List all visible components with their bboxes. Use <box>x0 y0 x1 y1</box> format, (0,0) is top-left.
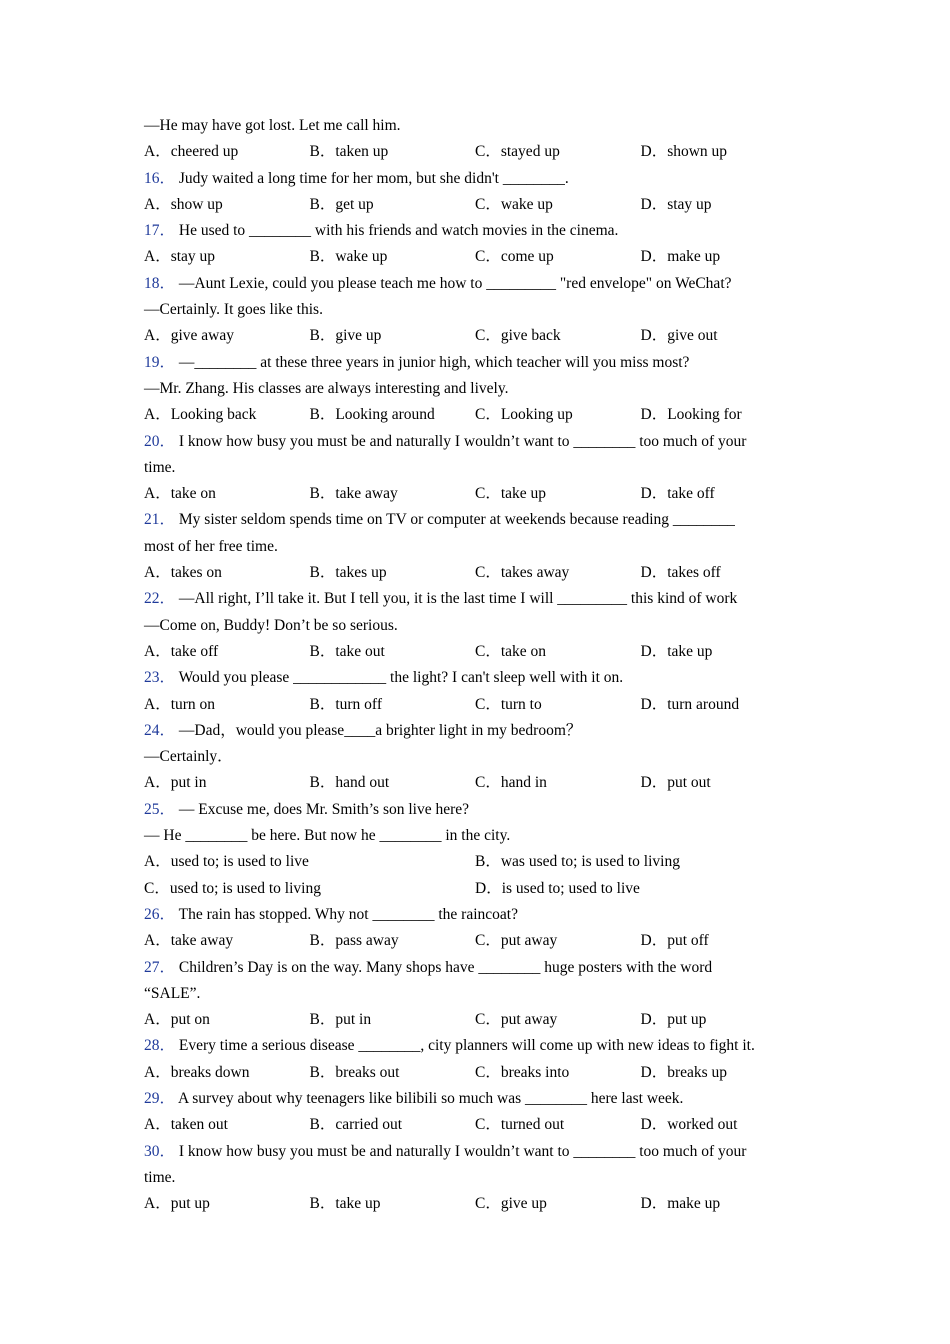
question-line <box>144 1086 806 1112</box>
question-line <box>144 718 806 744</box>
option <box>641 692 807 718</box>
options-row <box>144 560 806 586</box>
options-row <box>144 1191 806 1217</box>
option <box>310 1060 476 1086</box>
text-line: —Certainly. It goes like this. <box>144 301 323 319</box>
options-row <box>144 770 806 796</box>
text-line: “SALE”. <box>144 984 201 1002</box>
option-letter: A． <box>144 642 171 660</box>
option-text: put in <box>335 1011 372 1029</box>
question-line <box>144 350 806 376</box>
option <box>641 770 807 796</box>
option <box>310 244 476 270</box>
option-text: hand in <box>500 774 547 792</box>
option-text: come up <box>500 248 554 266</box>
option <box>475 481 641 507</box>
option-letter: B． <box>309 1116 336 1134</box>
option-text: turn to <box>500 695 542 713</box>
options-row <box>144 244 806 270</box>
option-text: give up <box>335 327 382 345</box>
option-letter: D． <box>640 327 668 345</box>
option <box>641 639 807 665</box>
option-text: put up <box>667 1011 707 1029</box>
question-number: 23． <box>144 669 176 687</box>
question-number: 25． <box>144 800 176 818</box>
option-letter: D． <box>640 248 668 266</box>
option <box>310 770 476 796</box>
option-text: used to; is used to live <box>170 853 309 871</box>
option-text: taken up <box>335 143 389 161</box>
question-number: 19． <box>144 353 176 371</box>
option <box>310 323 476 349</box>
question-text: I know how busy you must be and naturally I wouldn’t want to ________ too much of your <box>178 432 747 450</box>
option-letter: A． <box>144 932 171 950</box>
option-letter: C． <box>475 195 501 213</box>
question-line <box>144 166 806 192</box>
option <box>641 1007 807 1033</box>
options-row <box>144 1007 806 1033</box>
question-line <box>144 271 806 297</box>
question-text: —All right, I’ll take it. But I tell you, it is the last time I will _________ this kind of work <box>178 590 738 608</box>
options-row <box>144 402 806 428</box>
option <box>475 1007 641 1033</box>
option-text: take on <box>500 642 547 660</box>
options-row <box>144 928 806 954</box>
option-text: put away <box>500 932 558 950</box>
text-line: — He ________ be here. But now he ________ in the city. <box>144 827 511 845</box>
option-text: put off <box>667 932 709 950</box>
question-number: 20． <box>144 432 176 450</box>
option-letter: B． <box>309 327 336 345</box>
option <box>475 1060 641 1086</box>
option <box>144 928 310 954</box>
question-number: 18． <box>144 274 176 292</box>
option-text: carried out <box>335 1116 403 1134</box>
option-text: give away <box>170 327 234 345</box>
option-letter: D． <box>640 695 668 713</box>
option-text: was used to; is used to living <box>500 853 680 871</box>
option-text: takes up <box>335 564 387 582</box>
option-text: take away <box>170 932 234 950</box>
option-letter: B． <box>309 932 336 950</box>
option <box>310 692 476 718</box>
option-text: used to; is used to living <box>169 879 321 897</box>
option-letter: A． <box>144 774 171 792</box>
option-text: turn on <box>170 695 216 713</box>
option-letter: D． <box>640 406 668 424</box>
option-text: Looking for <box>667 406 742 424</box>
options-row <box>144 849 806 875</box>
option <box>475 323 641 349</box>
option-text: takes on <box>170 564 222 582</box>
option-letter: B． <box>309 406 336 424</box>
option-letter: B． <box>309 1195 336 1213</box>
text-line: most of her free time. <box>144 537 278 555</box>
option-text: breaks up <box>667 1063 728 1081</box>
option-letter: A． <box>144 1063 171 1081</box>
option-letter: C． <box>475 1011 501 1029</box>
option-letter: B． <box>309 195 336 213</box>
text-line: —Come on, Buddy! Don’t be so serious. <box>144 616 398 634</box>
option-text: is used to; used to live <box>501 879 640 897</box>
option-letter: B． <box>309 774 336 792</box>
option-text: take out <box>335 642 385 660</box>
question-number: 16． <box>144 169 176 187</box>
option-text: take up <box>500 485 547 503</box>
option <box>641 1112 807 1138</box>
question-text: Would you please ____________ the light? I can't sleep well with it on. <box>178 669 624 687</box>
option-letter: A． <box>144 248 171 266</box>
question-text: I know how busy you must be and naturally I wouldn’t want to ________ too much of your <box>178 1142 747 1160</box>
option-letter: C． <box>475 1063 501 1081</box>
option-letter: D． <box>640 143 668 161</box>
option <box>144 770 310 796</box>
option-letter: A． <box>144 143 171 161</box>
question-text: My sister seldom spends time on TV or computer at weekends because reading ________ <box>178 511 735 529</box>
option-text: turn around <box>667 695 740 713</box>
question-line <box>144 665 806 691</box>
option-letter: A． <box>144 327 171 345</box>
question-line <box>144 429 806 455</box>
option-letter: C． <box>475 485 501 503</box>
option <box>144 849 475 875</box>
question-text: He used to ________ with his friends and watch movies in the cinema. <box>178 222 619 240</box>
option <box>475 639 641 665</box>
option <box>144 244 310 270</box>
option-letter: A． <box>144 485 171 503</box>
option-text: takes off <box>667 564 721 582</box>
question-number: 24． <box>144 721 176 739</box>
option-letter: A． <box>144 1011 171 1029</box>
option-text: give out <box>667 327 718 345</box>
question-text: A survey about why teenagers like bilibili so much was ________ here last week. <box>178 1089 684 1107</box>
exercise-page <box>144 113 806 1217</box>
option-letter: C． <box>475 642 501 660</box>
option <box>144 192 310 218</box>
option-text: take away <box>335 485 398 503</box>
option-letter: C． <box>475 774 501 792</box>
question-number: 28． <box>144 1037 176 1055</box>
option <box>310 139 476 165</box>
option-letter: D． <box>475 879 502 897</box>
option-text: takes away <box>500 564 570 582</box>
option <box>475 1112 641 1138</box>
question-line <box>144 797 806 823</box>
question-text: —Dad，would you please____a brighter light in my bedroom？ <box>178 721 582 739</box>
option-letter: C． <box>144 879 170 897</box>
option-text: pass away <box>335 932 399 950</box>
option-letter: A． <box>144 564 171 582</box>
option <box>144 402 310 428</box>
option-letter: B． <box>309 485 336 503</box>
option-letter: D． <box>640 1063 668 1081</box>
question-text: The rain has stopped. Why not ________ the raincoat? <box>178 905 518 923</box>
option <box>475 139 641 165</box>
options-row <box>144 1060 806 1086</box>
text-line: —Mr. Zhang. His classes are always interesting and lively. <box>144 379 509 397</box>
option <box>144 639 310 665</box>
option <box>310 1007 476 1033</box>
question-line <box>144 902 806 928</box>
option-letter: B． <box>309 695 336 713</box>
options-row <box>144 192 806 218</box>
option-letter: A． <box>144 195 171 213</box>
option-text: take off <box>667 485 715 503</box>
question-line <box>144 586 806 612</box>
option <box>641 481 807 507</box>
option-text: cheered up <box>170 143 239 161</box>
option <box>641 244 807 270</box>
option-letter: A． <box>144 406 171 424</box>
question-number: 22． <box>144 590 176 608</box>
option-text: stayed up <box>500 143 560 161</box>
option-letter: D． <box>640 1116 668 1134</box>
options-row <box>144 1112 806 1138</box>
option <box>310 192 476 218</box>
option <box>310 481 476 507</box>
question-number: 27． <box>144 958 176 976</box>
option-letter: B． <box>475 853 501 871</box>
option-text: make up <box>667 248 721 266</box>
question-number: 26． <box>144 905 176 923</box>
option-text: worked out <box>667 1116 738 1134</box>
question-line <box>144 1139 806 1165</box>
option <box>310 928 476 954</box>
option-text: hand out <box>335 774 390 792</box>
option-letter: C． <box>475 143 501 161</box>
text-line: —He may have got lost. Let me call him. <box>144 117 401 134</box>
question-text: Judy waited a long time for her mom, but she didn't ________. <box>178 169 569 187</box>
option-letter: A． <box>144 695 171 713</box>
option-text: breaks down <box>170 1063 250 1081</box>
option-letter: B． <box>309 564 336 582</box>
option-text: put out <box>667 774 711 792</box>
question-number: 21． <box>144 511 176 529</box>
option-text: take up <box>335 1195 381 1213</box>
option-text: wake up <box>335 248 388 266</box>
option-letter: A． <box>144 853 171 871</box>
option-letter: C． <box>475 406 501 424</box>
option-text: give up <box>500 1195 547 1213</box>
question-line <box>144 218 806 244</box>
option-text: put in <box>170 774 207 792</box>
option <box>475 849 806 875</box>
question-line <box>144 507 806 533</box>
option <box>475 560 641 586</box>
option-letter: A． <box>144 1116 171 1134</box>
options-row <box>144 323 806 349</box>
option-letter: D． <box>640 1011 668 1029</box>
option-text: take on <box>170 485 216 503</box>
option-letter: D． <box>640 1195 668 1213</box>
text-line: time. <box>144 1168 176 1186</box>
option-letter: B． <box>309 1063 336 1081</box>
question-line <box>144 1033 806 1059</box>
option <box>475 692 641 718</box>
option-text: turn off <box>335 695 382 713</box>
option-letter: C． <box>475 1116 501 1134</box>
option <box>641 323 807 349</box>
option-letter: D． <box>640 642 668 660</box>
option-text: shown up <box>667 143 728 161</box>
option <box>641 139 807 165</box>
option <box>475 770 641 796</box>
option-letter: D． <box>640 564 668 582</box>
option <box>310 639 476 665</box>
option-text: Looking up <box>500 406 573 424</box>
text-line: —Certainly． <box>144 748 233 766</box>
option <box>144 692 310 718</box>
option-letter: C． <box>475 932 501 950</box>
option-text: Looking around <box>335 406 435 424</box>
option <box>144 1060 310 1086</box>
option <box>641 402 807 428</box>
option-text: put on <box>170 1011 210 1029</box>
question-number: 17． <box>144 222 176 240</box>
option-letter: B． <box>309 1011 336 1029</box>
option <box>310 560 476 586</box>
option <box>310 1112 476 1138</box>
option-text: put up <box>170 1195 210 1213</box>
option-letter: D． <box>640 774 668 792</box>
text-line: time. <box>144 458 176 476</box>
option <box>475 244 641 270</box>
option <box>144 139 310 165</box>
option-letter: A． <box>144 1195 171 1213</box>
option-text: wake up <box>500 195 553 213</box>
question-text: —________ at these three years in junior high, which teacher will you miss most? <box>178 353 690 371</box>
option-text: stay up <box>170 248 216 266</box>
option <box>475 1191 641 1217</box>
option <box>144 1112 310 1138</box>
question-text: — Excuse me, does Mr. Smith’s son live here? <box>178 800 470 818</box>
option <box>310 1191 476 1217</box>
option-letter: C． <box>475 1195 501 1213</box>
option-letter: C． <box>475 327 501 345</box>
option <box>475 928 641 954</box>
option-letter: B． <box>309 248 336 266</box>
option-text: Looking back <box>170 406 257 424</box>
options-row <box>144 481 806 507</box>
option <box>475 192 641 218</box>
option-text: turned out <box>500 1116 565 1134</box>
option <box>144 1191 310 1217</box>
option-letter: B． <box>309 143 336 161</box>
option <box>641 1191 807 1217</box>
option-text: take up <box>667 642 713 660</box>
question-text: —Aunt Lexie, could you please teach me how to _________ "red envelope" on WeChat? <box>178 274 732 292</box>
options-row <box>144 876 806 902</box>
option-letter: C． <box>475 564 501 582</box>
option <box>144 1007 310 1033</box>
options-row <box>144 692 806 718</box>
option-letter: C． <box>475 248 501 266</box>
option <box>310 402 476 428</box>
option-text: show up <box>170 195 223 213</box>
option <box>144 481 310 507</box>
option-text: take off <box>170 642 219 660</box>
option-text: put away <box>500 1011 558 1029</box>
option-text: get up <box>335 195 374 213</box>
option-letter: D． <box>640 195 668 213</box>
option <box>641 928 807 954</box>
option <box>641 560 807 586</box>
question-text: Every time a serious disease ________, city planners will come up with new ideas to fight it. <box>178 1037 755 1055</box>
question-text: Children’s Day is on the way. Many shops have ________ huge posters with the word <box>178 958 713 976</box>
option-text: give back <box>500 327 561 345</box>
option <box>144 560 310 586</box>
options-row <box>144 639 806 665</box>
option <box>641 192 807 218</box>
option-text: breaks out <box>335 1063 400 1081</box>
option <box>475 876 806 902</box>
option-text: taken out <box>170 1116 228 1134</box>
option-letter: C． <box>475 695 501 713</box>
option <box>144 876 475 902</box>
option <box>144 323 310 349</box>
option-letter: D． <box>640 932 668 950</box>
option-letter: D． <box>640 485 668 503</box>
question-number: 29． <box>144 1089 176 1107</box>
option-text: breaks into <box>500 1063 570 1081</box>
option-text: stay up <box>667 195 712 213</box>
option <box>475 402 641 428</box>
option <box>641 1060 807 1086</box>
option-letter: B． <box>309 642 336 660</box>
option-text: make up <box>667 1195 721 1213</box>
question-line <box>144 955 806 981</box>
options-row <box>144 139 806 165</box>
question-number: 30． <box>144 1142 176 1160</box>
